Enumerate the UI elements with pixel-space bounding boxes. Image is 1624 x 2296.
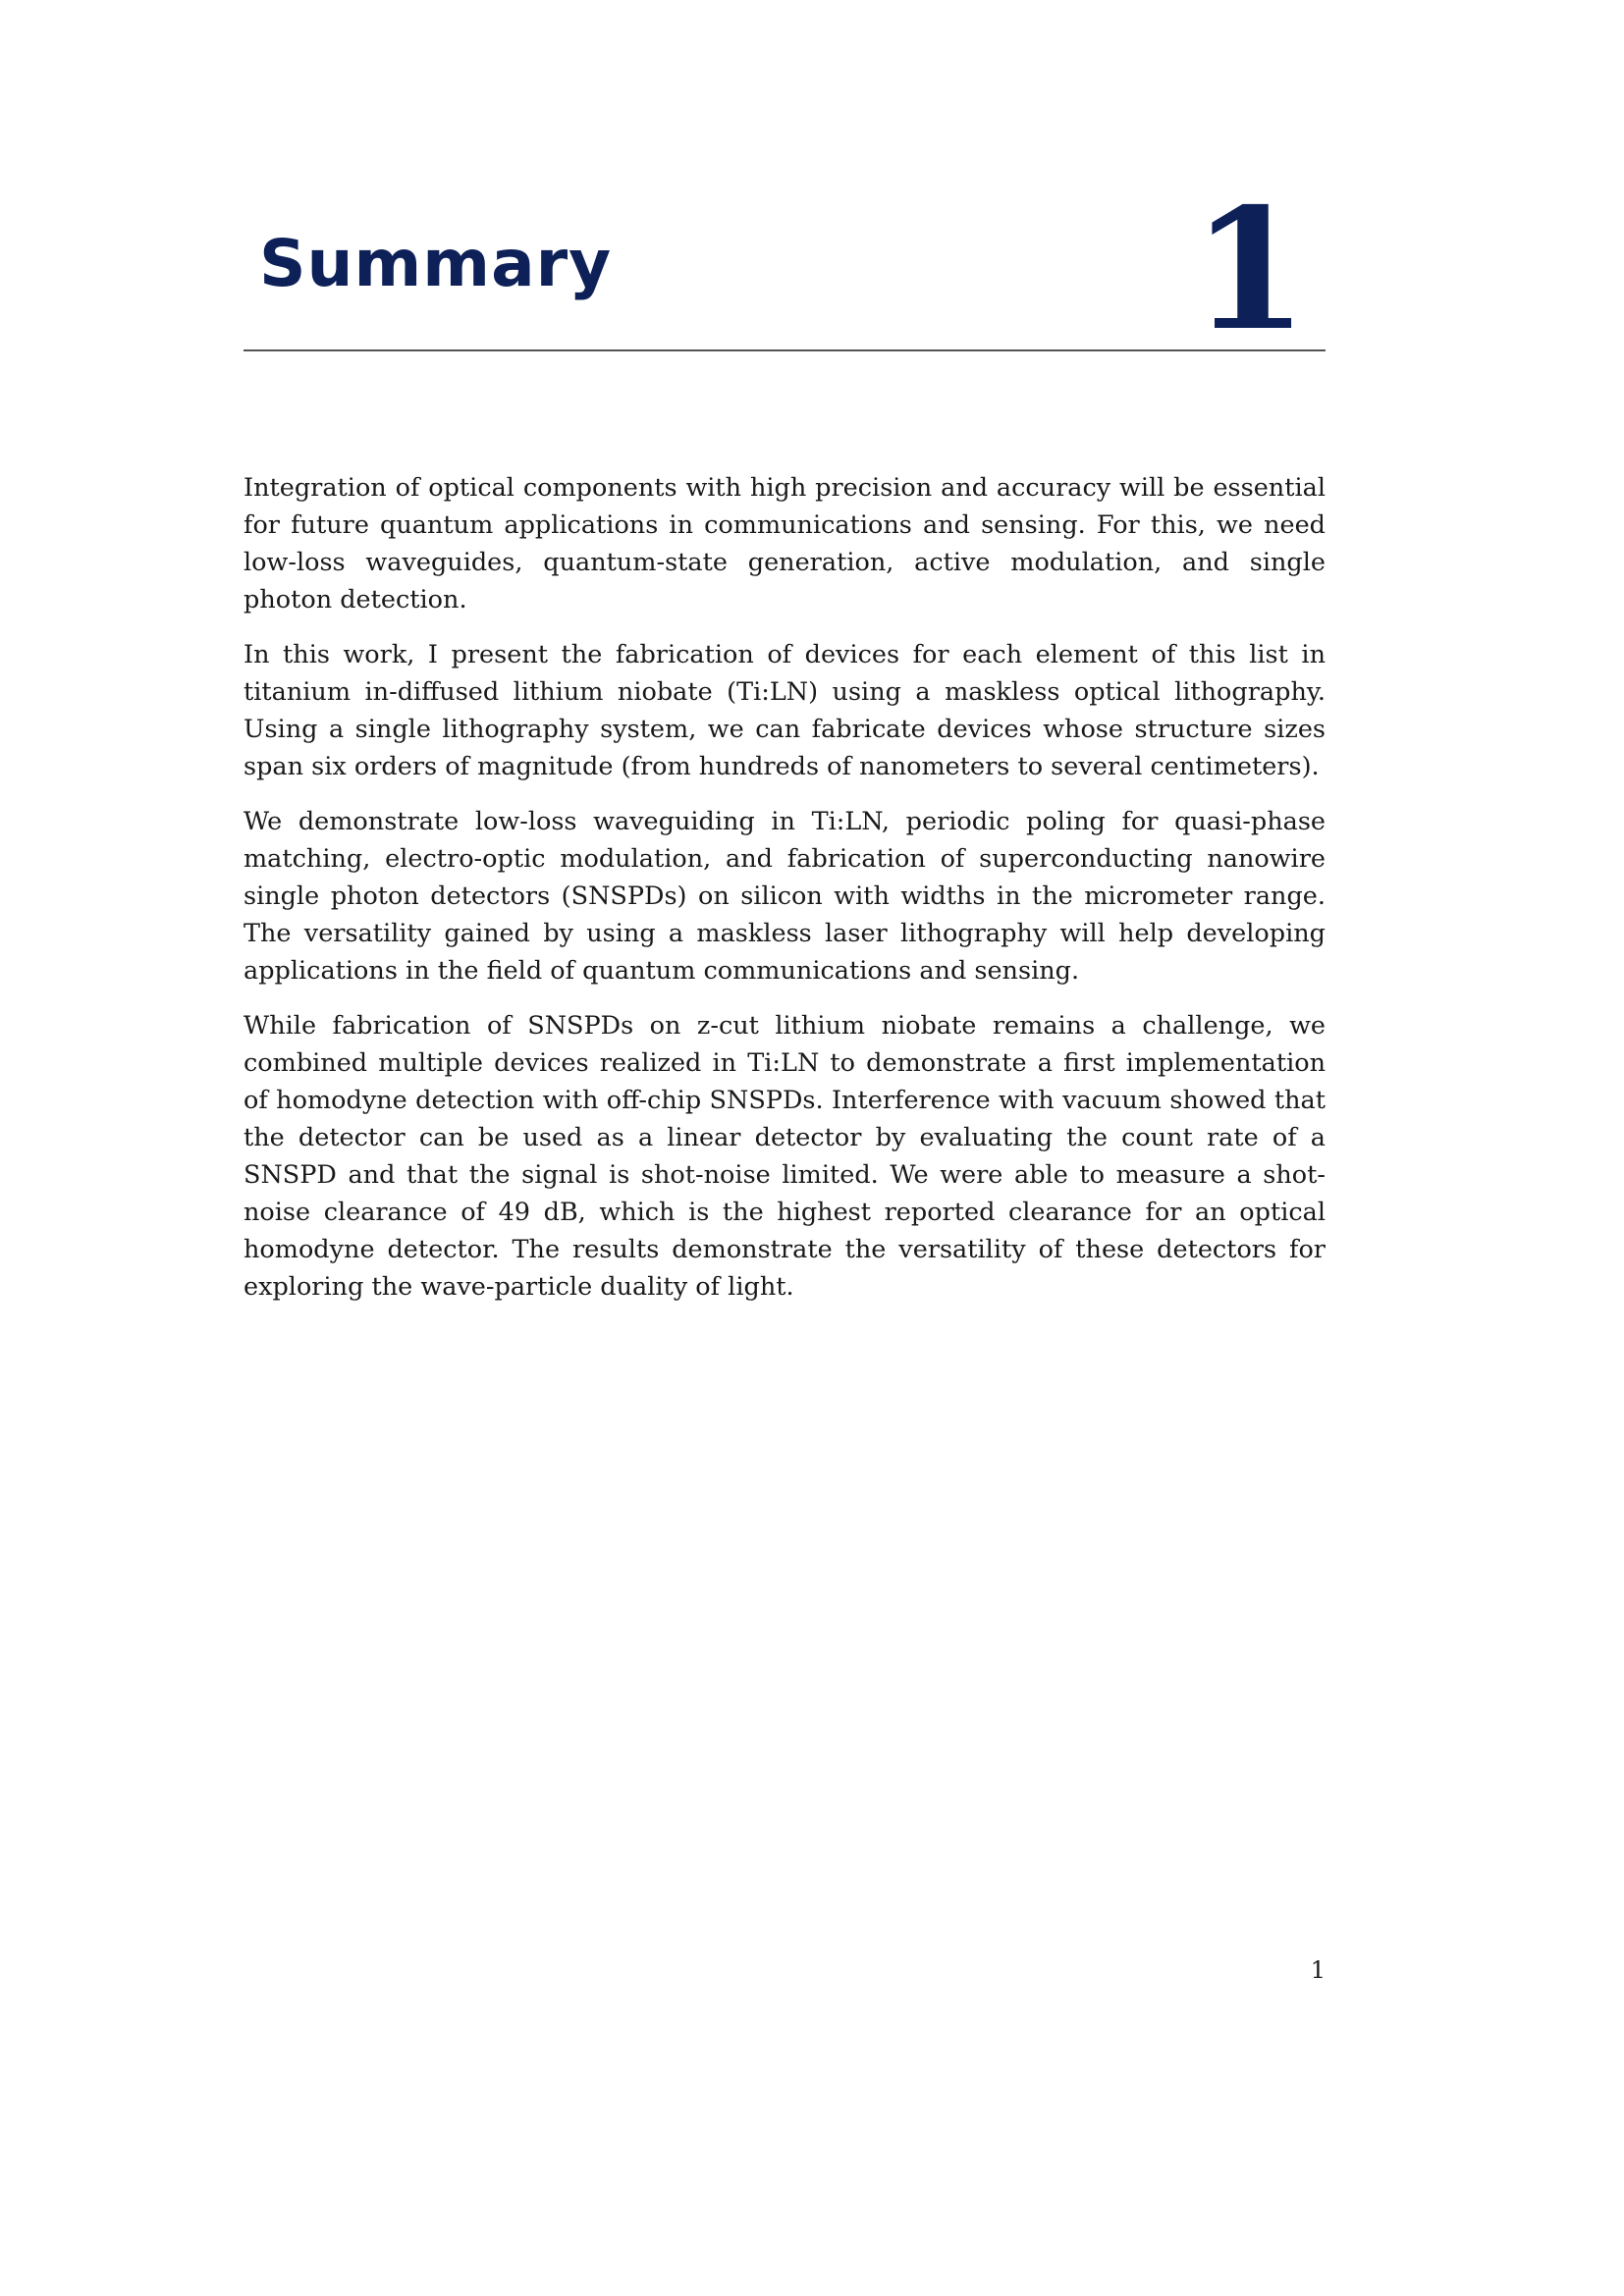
paragraph: While fabrication of SNSPDs on z-cut lithium niobate remains a challenge, we combined multiple devices realized in Ti:LN to demonstrate a first implementation of homodyne detection with off-chip SNSPDs. Interference with vacuum showed that the detector can be used as a linear detector by evaluating the count rate of a SNSPD and that the signal is shot-noise limited. We were able to measure a shot-noise clearance of 49 dB, which is the highest reported clearance for an optical homodyne detector. The results demonstrate the versatility of these detectors for exploring the wave-particle duality of light. bbox=[244, 1011, 1326, 1302]
summary-body bbox=[244, 469, 1326, 1323]
chapter-title: Summary bbox=[259, 226, 613, 301]
chapter-number: 1 bbox=[1191, 172, 1308, 368]
paragraph: In this work, I present the fabrication of devices for each element of this list in titanium in-diffused lithium niobate (Ti:LN) using a maskless optical lithography. Using a single lithography system, we can fabricate devices whose structure sizes span six orders of magnitude (from hundreds of nanometers to several centimeters). bbox=[244, 640, 1326, 781]
paragraph: Integration of optical components with high precision and accuracy will be essential for future quantum applications in communications and sensing. For this, we need low-loss waveguides, quantum-state generation, active modulation, and single photon detection. bbox=[244, 473, 1326, 614]
paragraph: We demonstrate low-loss waveguiding in Ti:LN, periodic poling for quasi-phase matching, electro-optic modulation, and fabrication of superconducting nanowire single photon detectors (SNSPDs) on silicon with widths in the micrometer range. The versatility gained by using a maskless laser lithography will help developing applications in the field of quantum communications and sensing. bbox=[244, 807, 1326, 986]
page-number: 1 bbox=[1310, 1956, 1326, 1984]
chapter-header bbox=[244, 172, 1326, 368]
